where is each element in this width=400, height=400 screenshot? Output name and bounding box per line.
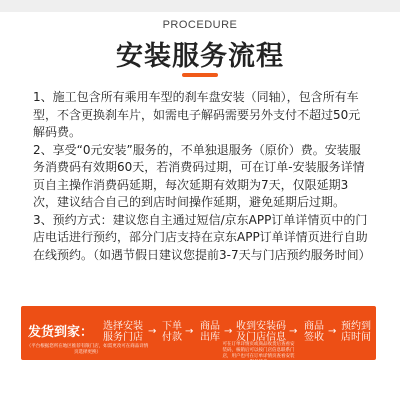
flow-step-book-visit-time: 预约到 店时间 [341, 321, 371, 343]
flow-note-install-code: 可在订单详情页或商品收货后查看安装码，核销后可以按门店信息联系门店，用户也可在订单详情页查看安装服务信息 [222, 342, 295, 365]
paragraph-booking-method: 3、预约方式：建议您自主通过短信/京东APP订单详情页中的门店电话进行预约，部分门店支持在京东APP订单详情页进行自助在线预约。（如遇节假日建议您提前3-7天与门店预约服务时间） [33, 212, 371, 262]
arrow-right-icon: → [289, 326, 298, 337]
page-title: 安装服务流程 [116, 41, 284, 72]
arrow-right-icon: → [185, 326, 194, 337]
flow-note-store-recommendation: （平台根据您所在地区推荐有限门店，如需更改可在商品详情页选择更换） [26, 344, 149, 355]
flow-step-place-order: 下单 付款 [162, 321, 182, 343]
arrow-right-icon: → [224, 326, 233, 337]
arrow-right-icon: → [148, 326, 157, 337]
service-description [33, 89, 370, 264]
title-underline [182, 73, 218, 77]
flow-step-sign-for-goods: 商品 签收 [304, 321, 324, 343]
flow-title: 发货到家： [28, 325, 94, 340]
delivery-flow-banner [21, 306, 376, 365]
paragraph-installation-scope: 1、施工包含所有乘用车型的刹车盘安装（同轴），包含所有车型，不含更换刹车片，如需电子解码需要另外支付不超过50元解码费。 [33, 90, 361, 139]
flow-step-choose-store: 选择安装 服务门店 [103, 321, 143, 343]
procedure-label: PROCEDURE [162, 19, 238, 31]
paragraph-service-code-validity: 2、享受“0元安装”服务的，不单独退服务（原价）费。安装服务消费码有效期60天，若消费码过期，可在订单-安装服务详情页自主操作消费码延期，每次延期有效期为7天，仅限延期3次，建议结合自己的到店时间操作延期，避免延期后过期。 [33, 142, 365, 209]
arrow-right-icon: → [328, 326, 337, 337]
top-border-strip [0, 0, 400, 12]
flow-step-receive-code: 收到安装码 及门店信息 [236, 321, 286, 343]
flow-step-shipped: 商品 出库 [200, 321, 220, 343]
